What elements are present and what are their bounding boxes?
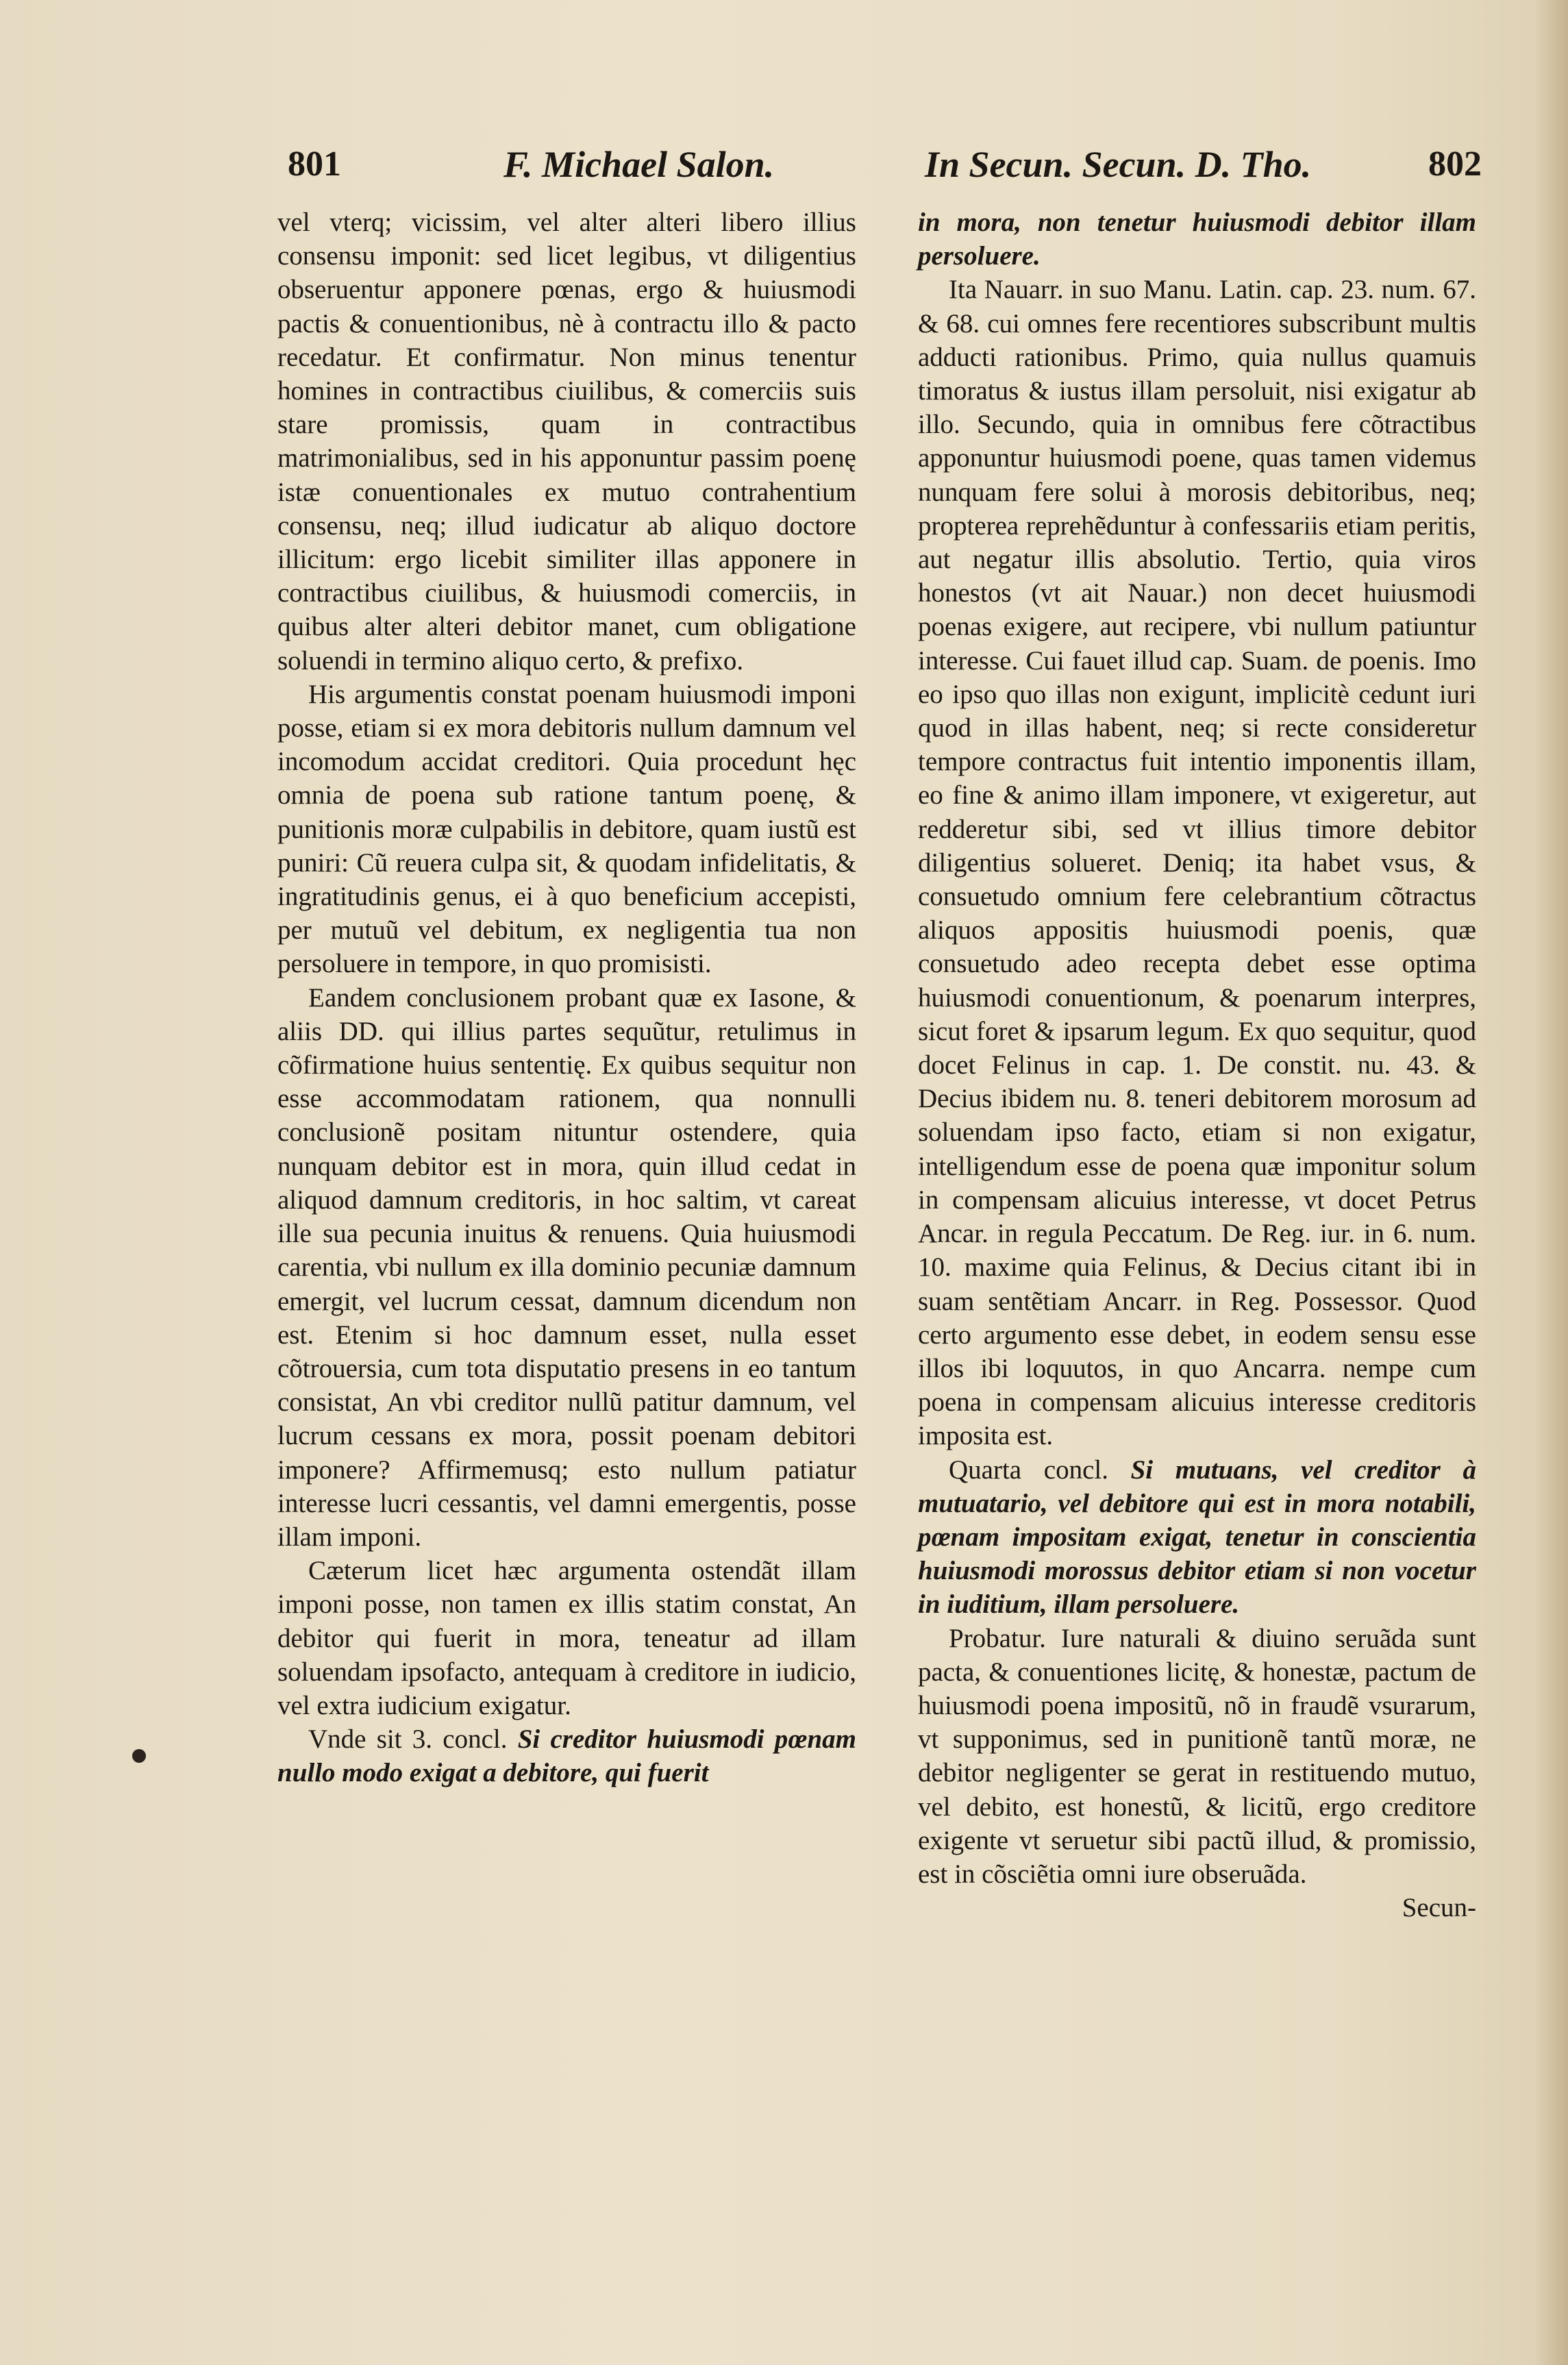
conclusion-statement: Si creditor huiusmodi pœnam nullo modo exigat a debitore, qui fuerit xyxy=(277,1724,857,1788)
conclusion-label: Quarta concl. xyxy=(949,1454,1131,1485)
paragraph: His argumentis constat poenam huiusmodi imponi posse, etiam si ex mora debitoris nullum damnum vel incomodum accidat creditori. Quia procedunt hęc omnia de poena sub ratione tantum poenę, & punitionis moræ culpabilis in debitore, quam iustũ est puniri: Cũ reuera culpa sit, & quodam infidelitatis, & ingratitudinis genus, ei à quo beneficium accepisti, per mutuũ vel debitum, ex negligentia tua non persoluere in tempore, in quo promisisti. xyxy=(277,679,856,979)
conclusion-label: Vnde sit 3. concl. xyxy=(308,1724,518,1755)
paragraph: Ita Nauarr. in suo Manu. Latin. cap. 23. num. 67. & 68. cui omnes fere recentiores subscribunt multis adducti rationibus. Primo, quia nullus quamuis timoratus & iustus illam persoluit, nisi exigatur ab illo. Secundo, quia in omnibus fere cõtractibus apponuntur huiusmodi poene, quas tamen videmus nunquam fere solui à morosis debitoribus, neq; propterea reprehẽduntur à confessariis etiam peritis, aut negatur illis absolutio. Tertio, quia viros honestos (vt ait Nauar.) non decet huiusmodi poenas exigere, aut recipere, vbi nullum patiuntur interesse. Cui fauet illud cap. Suam. de poenis. Imo eo ipso quo illas non exigunt, implicitè cedunt iuri quod in illas habent, neq; si recte consideretur tempore contractus fuit intentio imponentis illam, eo fine & animo illam imponere, vt exigeretur, aut redderetur sibi, sed vt illius timore debitor diligentius solueret. Deniq; ita habet vsus, & consuetudo omnium fere celebrantium cõtractus aliquos appositis huiusmodi poenis, quæ consuetudo adeo recepta debet esse optima huiusmodi conuentionum, & poenarum interpres, sicut foret & ipsarum legum. Ex quo sequitur, quod docet Felinus in cap. 1. De constit. nu. 43. & Decius ibidem nu. 8. teneri debitorem morosum ad soluendam ipso facto, etiam si non exigatur, intelligendum esse de poena quæ imponitur solum in compensam alicuius interesse, vt docet Petrus Ancar. in regula Peccatum. De Reg. iur. in 6. num. 10. maxime quia Felinus, & Decius citant ibi in suam sentẽtiam Ancarr. in Reg. Possessor. Quod certo argumento esse debet, in eodem sensu esse illos ibi loquutos, in quo Ancarra. nempe cum poena in compensam alicuius interesse creditoris imposita est. xyxy=(918,275,1476,1451)
paragraph: vel vterq; vicissim, vel alter alteri libero illius consensu imponit: sed licet legibus, vt diligentius obseruentur apponere pœnas, ergo & huiusmodi pactis & conuentionibus, nè à contractu illo & pacto recedatur. Et confirmatur. Non minus tenentur homines in contractibus ciuilibus, & comerciis suis stare promissis, quam in contractibus matrimonialibus, sed in his apponuntur passim poenę istæ conuentionales ex mutuo contrahentium consensu, neq; illud iudicatur ab aliquo doctore illicitum: ergo licebit similiter illas apponere in contractibus ciuilibus, & huiusmodi comerciis, in quibus alter alteri debitor manet, cum obligatione soluendi in termino aliquo certo, & prefixo. xyxy=(277,208,856,676)
running-header xyxy=(0,137,1568,192)
running-title-left: F. Michael Salon. xyxy=(503,144,775,185)
page-edge-stain xyxy=(1534,0,1568,2365)
text-column-left xyxy=(277,206,856,2179)
page-number-right: 802 xyxy=(1428,145,1482,184)
catchword: Secun- xyxy=(1402,1893,1476,1923)
running-title-right: In Secun. Secun. D. Tho. xyxy=(925,144,1312,185)
paragraph: Eandem conclusionem probant quæ ex Iasone, & aliis DD. qui illius partes sequũtur, retulimus in cõfirmatione huius sententię. Ex quibus sequitur non esse accommodatam rationem, qua nonnulli conclusionẽ positam nituntur ostendere, quia nunquam debitor est in mora, quin illud cedat in aliquod damnum creditoris, in hoc saltim, vt careat ille sua pecunia inuitus & renuens. Quia huiusmodi carentia, vbi nullum ex illa dominio pecuniæ damnum emergit, vel lucrum cessat, damnum dicendum non est. Etenim si hoc damnum esset, nulla esset cõtrouersia, cum tota disputatio presens in eo tantum consistat, An vbi creditor nullũ patitur damnum, vel lucrum cessans ex mora, possit poenam debitori imponere? Affirmemusq; esto nullum patiatur interesse lucri cessantis, vel damni emergentis, posse illam imponi. xyxy=(277,982,856,1552)
conclusion-statement-continued: in mora, non tenetur huiusmodi debitor illam persoluere. xyxy=(918,208,1476,271)
conclusion-paragraph xyxy=(277,1722,856,1790)
paragraph: Cæterum licet hæc argumenta ostendãt illam imponi posse, non tamen ex illis statim constat, An debitor qui fuerit in mora, teneatur ad illam soluendam ipsofacto, antequam à creditore in iudicio, vel extra iudicium exigatur. xyxy=(277,1556,856,1720)
text-column-right xyxy=(918,206,1476,2179)
page-number-left: 801 xyxy=(288,145,341,184)
ink-dot xyxy=(132,1749,146,1763)
paragraph: Probatur. Iure naturali & diuino seruãda sunt pacta, & conuentiones licitę, & honestæ, pactum de huiusmodi poena impositũ, nõ in fraudẽ vsurarum, vt supponimus, sed in punitionẽ tantũ moræ, ne debitor negligenter se gerat in restituendo mutuo, vel debito, est honestũ, & licitũ, ergo creditore exigente vt seruetur sibi pactũ illud, & promissio, est in cõsciẽtia omni iure obseruãda. xyxy=(918,1623,1476,1889)
conclusion-paragraph xyxy=(918,1453,1476,1622)
conclusion-statement: Si mutuans, vel creditor à mutuatario, vel debitore qui est in mora notabili, pœnam impositam exigat, tenetur in conscientia huiusmodi morossus debitor etiam si non vocetur in iuditium, illam persoluere. xyxy=(918,1454,1476,1620)
